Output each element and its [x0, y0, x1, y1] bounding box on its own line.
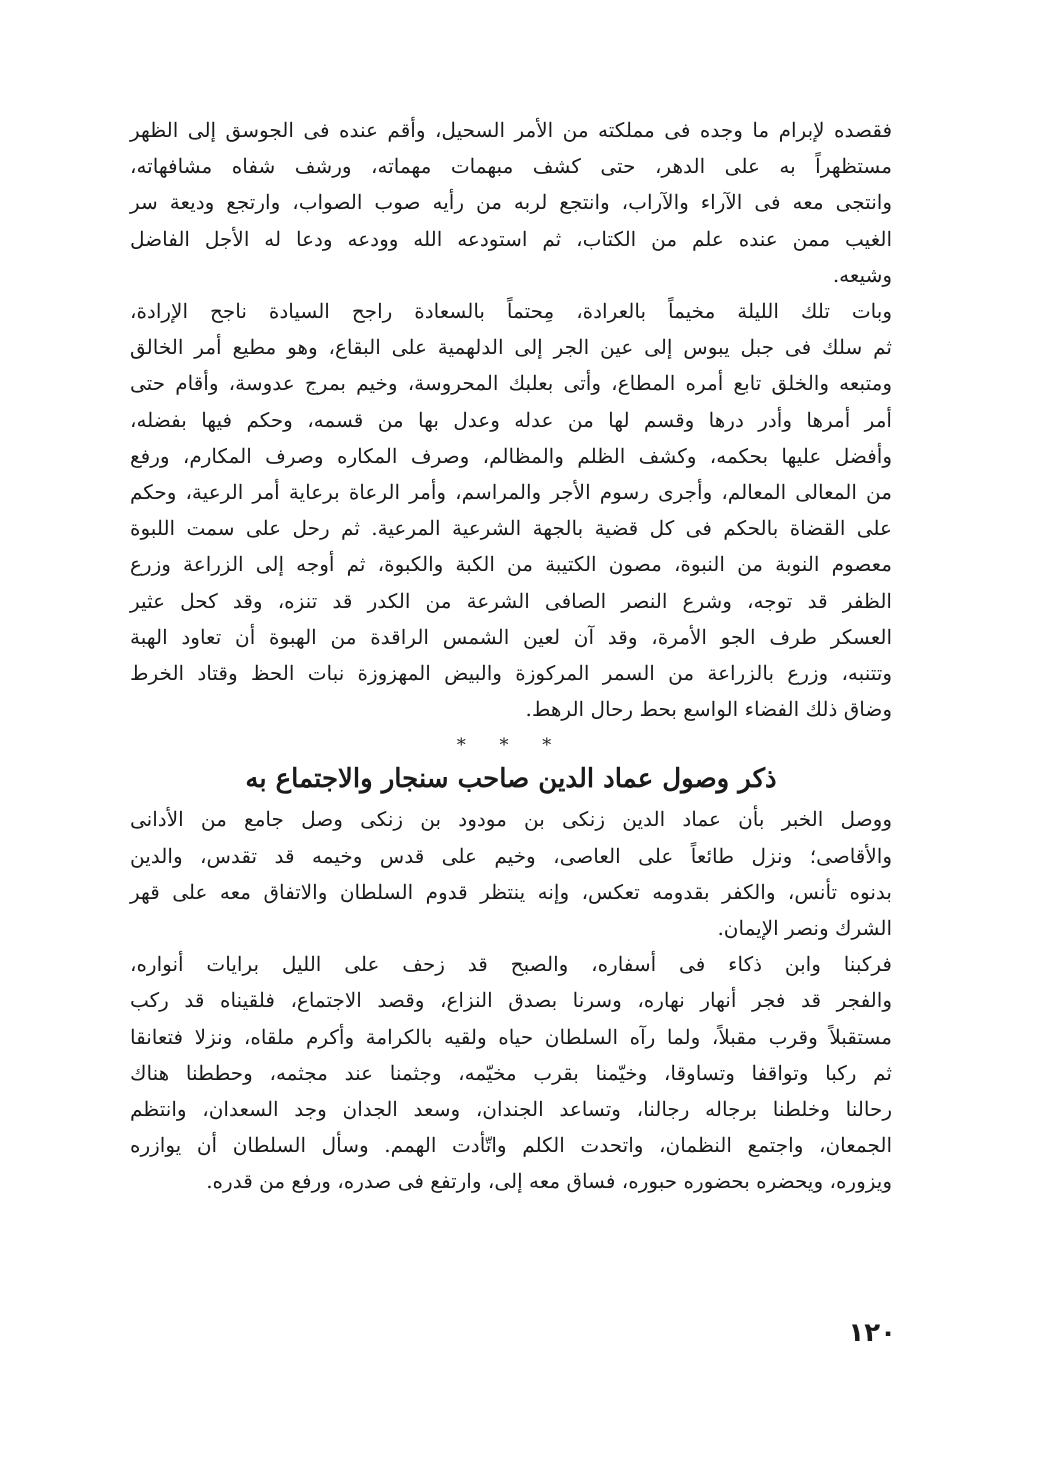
paragraph-2: [130, 293, 892, 727]
text-line: فركبنا وابن ذكاء فى أسفاره، والصبح قد زحف على الليل برايات أنواره،: [130, 952, 892, 977]
text-line: الشرك ونصر الإيمان.: [717, 916, 892, 941]
text-line: من المعالى المعالم، وأجرى رسوم الأجر والمراسم، وأمر الرعاة برعاية أمر الرعية، وحكم: [130, 480, 892, 505]
text-line: ثم سلك فى جبل يبوس إلى عين الجر إلى الدلهمية على البقاع، وهو مطيع أمر الخالق: [130, 335, 892, 360]
text-line: مستظهراً به على الدهر، حتى كشف مبهمات مهماته، ورشف شفاه مشافهاته،: [130, 154, 892, 179]
paragraph-3: [130, 801, 892, 946]
page-number: ١٢٠: [848, 1318, 896, 1348]
text-line: وبات تلك الليلة مخيماً بالعرادة، مِحتماً بالسعادة راجح السيادة ناجح الإرادة،: [130, 299, 892, 324]
paragraph-1: [130, 112, 892, 293]
text-line: الجمعان، واجتمع النظمان، واتحدت الكلم واتّأدت الهمم. وسأل السلطان أن يوازره: [130, 1133, 892, 1158]
text-line: رحالنا وخلطنا برجاله رجالنا، وتساعد الجندان، وسعد الجدان وجد السعدان، وانتظم: [130, 1097, 892, 1122]
text-line: وشيعه.: [832, 262, 892, 287]
text-line: على القضاة بالحكم فى كل قضية بالجهة الشرعية المرعية. ثم رحل على سمت اللبوة: [130, 516, 892, 541]
section-separator: * * *: [456, 735, 566, 757]
text-line: معصوم النوبة من النبوة، مصون الكتيبة من الكبة والكبوة، ثم أوجه إلى الزراعة وزرع: [130, 552, 892, 577]
text-line: ويزوره، ويحضره بحضوره حبوره، فساق معه إلى، وارتفع فى صدره، ورفع من قدره.: [206, 1169, 892, 1194]
text-line: ثم ركبا وتواقفا وتساوقا، وخيّمنا بقرب مخيّمه، وجثمنا عند مجثمه، وحططنا هناك: [130, 1060, 892, 1085]
text-line: الظفر قد توجه، وشرع النصر الصافى الشرعة من الكدر قد تنزه، وقد كحل عثير: [130, 588, 892, 613]
text-line: فقصده لإبرام ما وجده فى مملكته من الأمر السحيل، وأقم عنده فى الجوسق إلى الظهر: [130, 118, 893, 142]
text-line: ومتبعه والخلق تابع أمره المطاع، وأتى بعلبك المحروسة، وخيم بمرج عدوسة، وأقام حتى: [130, 371, 892, 396]
text-line: والأقاصى؛ ونزل طائعاً على العاصى، وخيم على قدس وخيمه قد تقدس، والدين: [130, 843, 892, 868]
text-line: بدنوه تأنس، والكفر بقدومه تعكس، وإنه ينتظر قدوم السلطان والاتفاق معه على قهر: [130, 879, 892, 904]
text-line: مستقبلاً وقرب مقبلاً، ولما رآه السلطان حياه ولقيه بالكرامة وأكرم ملقاه، ونزلا فتعانقا: [130, 1024, 892, 1049]
text-line: ووصل الخبر بأن عماد الدين زنكى بن مودود بن زنكى وصل جامع من الأدانى: [130, 807, 892, 832]
text-line: وأفضل عليها بحكمه، وكشف الظلم والمظالم، وصرف المكاره وصرف المكارم، ورفع: [130, 443, 892, 468]
text-line: العسكر طرف الجو الأمرة، وقد آن لعين الشمس الراقدة من الهبوة أن تعاود الهبة: [130, 624, 892, 649]
text-line: وتتنبه، وزرع بالزراعة من السمر المركوزة والبيض المهزوزة نبات الحظ وقتاد الخرط: [130, 661, 892, 686]
text-line: وضاق ذلك الفضاء الواسع بحط رحال الرهط.: [525, 697, 892, 722]
text-line: أمر أمرها وأدر درها وقسم لها من عدله وعدل بها من قسمه، وحكم فيها بفضله،: [130, 407, 892, 432]
page-body: [130, 112, 892, 1200]
paragraph-4: [130, 946, 892, 1199]
text-line: الغيب ممن عنده علم من الكتاب، ثم استودعه الله وودعه ودعا له الأجل الفاضل: [130, 226, 892, 251]
text-line: والفجر قد فجر أنهار نهاره، وسرنا بصدق النزاع، وقصد الاجتماع، فلقيناه قد ركب: [130, 988, 892, 1013]
section-heading: ذكر وصول عماد الدين صاحب سنجار والاجتماع به: [245, 764, 777, 795]
text-line: وانتجى معه فى الآراء والآراب، وانتجع لربه من رأيه صوب الصواب، وارتجع وديعة سر: [130, 190, 892, 215]
